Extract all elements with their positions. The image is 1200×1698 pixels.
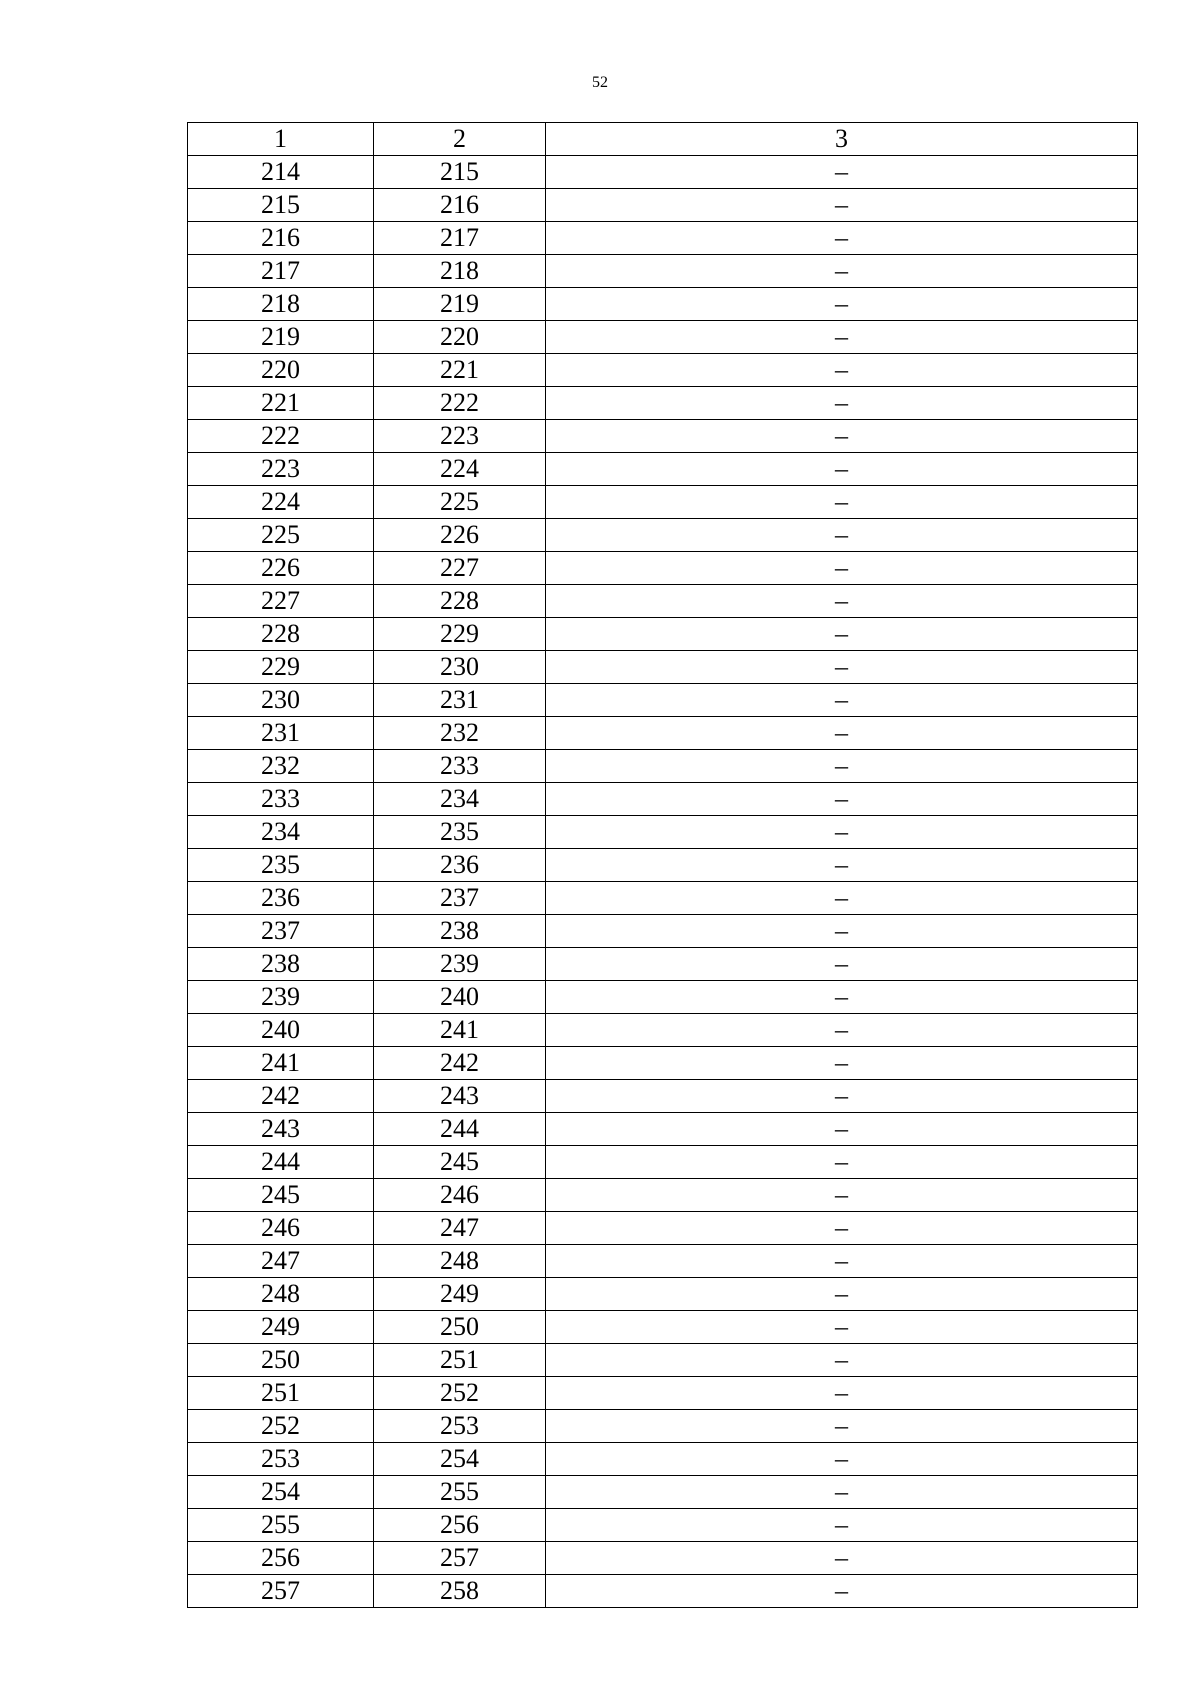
table-cell: 235 xyxy=(374,816,546,849)
table-row xyxy=(188,1542,1138,1575)
table-cell: 225 xyxy=(188,519,374,552)
table-cell: – xyxy=(546,1278,1138,1311)
table-cell: – xyxy=(546,1113,1138,1146)
table-cell: 223 xyxy=(188,453,374,486)
table-cell: 224 xyxy=(188,486,374,519)
table-row xyxy=(188,618,1138,651)
table-cell: 227 xyxy=(188,585,374,618)
table-row xyxy=(188,453,1138,486)
page-number: 52 xyxy=(592,74,608,91)
table-cell: 219 xyxy=(374,288,546,321)
table-cell: 214 xyxy=(188,156,374,189)
table-cell: 228 xyxy=(188,618,374,651)
column-header: 3 xyxy=(546,123,1138,156)
table-cell: – xyxy=(546,915,1138,948)
table-cell: 230 xyxy=(374,651,546,684)
table-cell: 216 xyxy=(188,222,374,255)
table-cell: – xyxy=(546,684,1138,717)
table-cell: – xyxy=(546,1212,1138,1245)
table-cell: 232 xyxy=(188,750,374,783)
table-cell: 245 xyxy=(374,1146,546,1179)
table-cell: – xyxy=(546,1311,1138,1344)
table-row xyxy=(188,519,1138,552)
table-row xyxy=(188,948,1138,981)
table-cell: 243 xyxy=(374,1080,546,1113)
table-cell: 240 xyxy=(374,981,546,1014)
table-row xyxy=(188,1410,1138,1443)
table-cell: – xyxy=(546,717,1138,750)
table-row xyxy=(188,651,1138,684)
table-cell: – xyxy=(546,1476,1138,1509)
table-cell: 233 xyxy=(188,783,374,816)
table-cell: 257 xyxy=(374,1542,546,1575)
table-cell: – xyxy=(546,816,1138,849)
table-cell: 253 xyxy=(188,1443,374,1476)
table-cell: – xyxy=(546,849,1138,882)
table-cell: 241 xyxy=(374,1014,546,1047)
table-row xyxy=(188,717,1138,750)
table-row xyxy=(188,1377,1138,1410)
table-cell: 247 xyxy=(374,1212,546,1245)
table-cell: – xyxy=(546,288,1138,321)
table-cell: 228 xyxy=(374,585,546,618)
table-cell: – xyxy=(546,486,1138,519)
table-row xyxy=(188,222,1138,255)
table-row xyxy=(188,1443,1138,1476)
table-cell: 215 xyxy=(374,156,546,189)
table-cell: 246 xyxy=(374,1179,546,1212)
table-row xyxy=(188,1278,1138,1311)
table-header-row xyxy=(188,123,1138,156)
table-cell: 229 xyxy=(188,651,374,684)
table-row xyxy=(188,684,1138,717)
table-cell: 257 xyxy=(188,1575,374,1608)
table-row xyxy=(188,156,1138,189)
table-row xyxy=(188,1047,1138,1080)
table-row xyxy=(188,1344,1138,1377)
table-cell: 247 xyxy=(188,1245,374,1278)
data-table xyxy=(187,122,1138,1608)
table-row xyxy=(188,486,1138,519)
table-cell: 226 xyxy=(188,552,374,585)
table-row xyxy=(188,1575,1138,1608)
table-cell: 232 xyxy=(374,717,546,750)
table-cell: 230 xyxy=(188,684,374,717)
table-cell: 221 xyxy=(374,354,546,387)
table-cell: – xyxy=(546,750,1138,783)
table-cell: 233 xyxy=(374,750,546,783)
table-cell: – xyxy=(546,1146,1138,1179)
table-row xyxy=(188,1509,1138,1542)
table-row xyxy=(188,1212,1138,1245)
table-row xyxy=(188,783,1138,816)
table-row xyxy=(188,354,1138,387)
table-cell: 216 xyxy=(374,189,546,222)
table-cell: 218 xyxy=(188,288,374,321)
table-cell: 252 xyxy=(374,1377,546,1410)
table-row xyxy=(188,1146,1138,1179)
table-row xyxy=(188,1245,1138,1278)
table-cell: – xyxy=(546,981,1138,1014)
table-row xyxy=(188,552,1138,585)
table-row xyxy=(188,915,1138,948)
table-cell: – xyxy=(546,1410,1138,1443)
table-row xyxy=(188,255,1138,288)
table-cell: – xyxy=(546,222,1138,255)
table-cell: 239 xyxy=(374,948,546,981)
table-cell: 238 xyxy=(188,948,374,981)
table-cell: – xyxy=(546,1509,1138,1542)
table-cell: 234 xyxy=(374,783,546,816)
table-cell: 217 xyxy=(188,255,374,288)
table-body xyxy=(188,123,1138,1608)
table-cell: – xyxy=(546,1377,1138,1410)
table-cell: 246 xyxy=(188,1212,374,1245)
table-row xyxy=(188,387,1138,420)
table-cell: 229 xyxy=(374,618,546,651)
table-row xyxy=(188,1113,1138,1146)
table-cell: – xyxy=(546,255,1138,288)
table-cell: 221 xyxy=(188,387,374,420)
table-cell: – xyxy=(546,1245,1138,1278)
table-cell: 231 xyxy=(374,684,546,717)
table-cell: 249 xyxy=(374,1278,546,1311)
table-row xyxy=(188,420,1138,453)
table-cell: 243 xyxy=(188,1113,374,1146)
table-cell: – xyxy=(546,948,1138,981)
table-cell: 250 xyxy=(374,1311,546,1344)
table-cell: 235 xyxy=(188,849,374,882)
table-cell: 249 xyxy=(188,1311,374,1344)
table-cell: 220 xyxy=(188,354,374,387)
table-cell: 217 xyxy=(374,222,546,255)
table-cell: 255 xyxy=(374,1476,546,1509)
table-cell: – xyxy=(546,156,1138,189)
table-cell: 253 xyxy=(374,1410,546,1443)
table-cell: – xyxy=(546,1014,1138,1047)
table-cell: – xyxy=(546,1080,1138,1113)
table-row xyxy=(188,1311,1138,1344)
table-cell: 223 xyxy=(374,420,546,453)
table-cell: 256 xyxy=(188,1542,374,1575)
table-cell: – xyxy=(546,519,1138,552)
table-cell: 240 xyxy=(188,1014,374,1047)
table-row xyxy=(188,288,1138,321)
table-cell: – xyxy=(546,783,1138,816)
table-cell: 215 xyxy=(188,189,374,222)
table-cell: 254 xyxy=(188,1476,374,1509)
table-cell: – xyxy=(546,354,1138,387)
table-cell: 248 xyxy=(188,1278,374,1311)
table-row xyxy=(188,981,1138,1014)
table-cell: 254 xyxy=(374,1443,546,1476)
table-cell: 231 xyxy=(188,717,374,750)
table-cell: 238 xyxy=(374,915,546,948)
table-row xyxy=(188,1014,1138,1047)
table-cell: 222 xyxy=(188,420,374,453)
table-row xyxy=(188,750,1138,783)
table-cell: 237 xyxy=(374,882,546,915)
table-cell: – xyxy=(546,618,1138,651)
table-cell: – xyxy=(546,552,1138,585)
table-cell: – xyxy=(546,651,1138,684)
table-cell: – xyxy=(546,1344,1138,1377)
table-cell: 256 xyxy=(374,1509,546,1542)
table-cell: – xyxy=(546,1443,1138,1476)
table-cell: – xyxy=(546,1179,1138,1212)
table-cell: – xyxy=(546,1047,1138,1080)
table-row xyxy=(188,321,1138,354)
table-cell: 244 xyxy=(374,1113,546,1146)
table-cell: 218 xyxy=(374,255,546,288)
table-cell: 252 xyxy=(188,1410,374,1443)
table-row xyxy=(188,585,1138,618)
table-cell: 236 xyxy=(188,882,374,915)
table-cell: 242 xyxy=(188,1080,374,1113)
table-cell: 222 xyxy=(374,387,546,420)
table-cell: 242 xyxy=(374,1047,546,1080)
table-cell: 241 xyxy=(188,1047,374,1080)
table-row xyxy=(188,1179,1138,1212)
table-cell: – xyxy=(546,585,1138,618)
table-cell: – xyxy=(546,189,1138,222)
table-cell: – xyxy=(546,387,1138,420)
table-cell: 251 xyxy=(188,1377,374,1410)
table-row xyxy=(188,816,1138,849)
table-cell: – xyxy=(546,321,1138,354)
table-cell: 236 xyxy=(374,849,546,882)
table-cell: 258 xyxy=(374,1575,546,1608)
table-row xyxy=(188,849,1138,882)
table-cell: 220 xyxy=(374,321,546,354)
table-cell: 237 xyxy=(188,915,374,948)
table-cell: – xyxy=(546,1575,1138,1608)
table-cell: 248 xyxy=(374,1245,546,1278)
column-header: 2 xyxy=(374,123,546,156)
column-header: 1 xyxy=(188,123,374,156)
table-cell: 245 xyxy=(188,1179,374,1212)
table-cell: 234 xyxy=(188,816,374,849)
table-cell: 219 xyxy=(188,321,374,354)
table-cell: 250 xyxy=(188,1344,374,1377)
table-cell: 255 xyxy=(188,1509,374,1542)
table-cell: – xyxy=(546,453,1138,486)
table-cell: – xyxy=(546,420,1138,453)
table-cell: 226 xyxy=(374,519,546,552)
table-cell: 227 xyxy=(374,552,546,585)
table-row xyxy=(188,1080,1138,1113)
table-cell: – xyxy=(546,882,1138,915)
table-cell: 225 xyxy=(374,486,546,519)
table-row xyxy=(188,189,1138,222)
table-cell: 239 xyxy=(188,981,374,1014)
table-row xyxy=(188,1476,1138,1509)
table-row xyxy=(188,882,1138,915)
table-cell: 244 xyxy=(188,1146,374,1179)
table-cell: – xyxy=(546,1542,1138,1575)
table-cell: 224 xyxy=(374,453,546,486)
table-cell: 251 xyxy=(374,1344,546,1377)
